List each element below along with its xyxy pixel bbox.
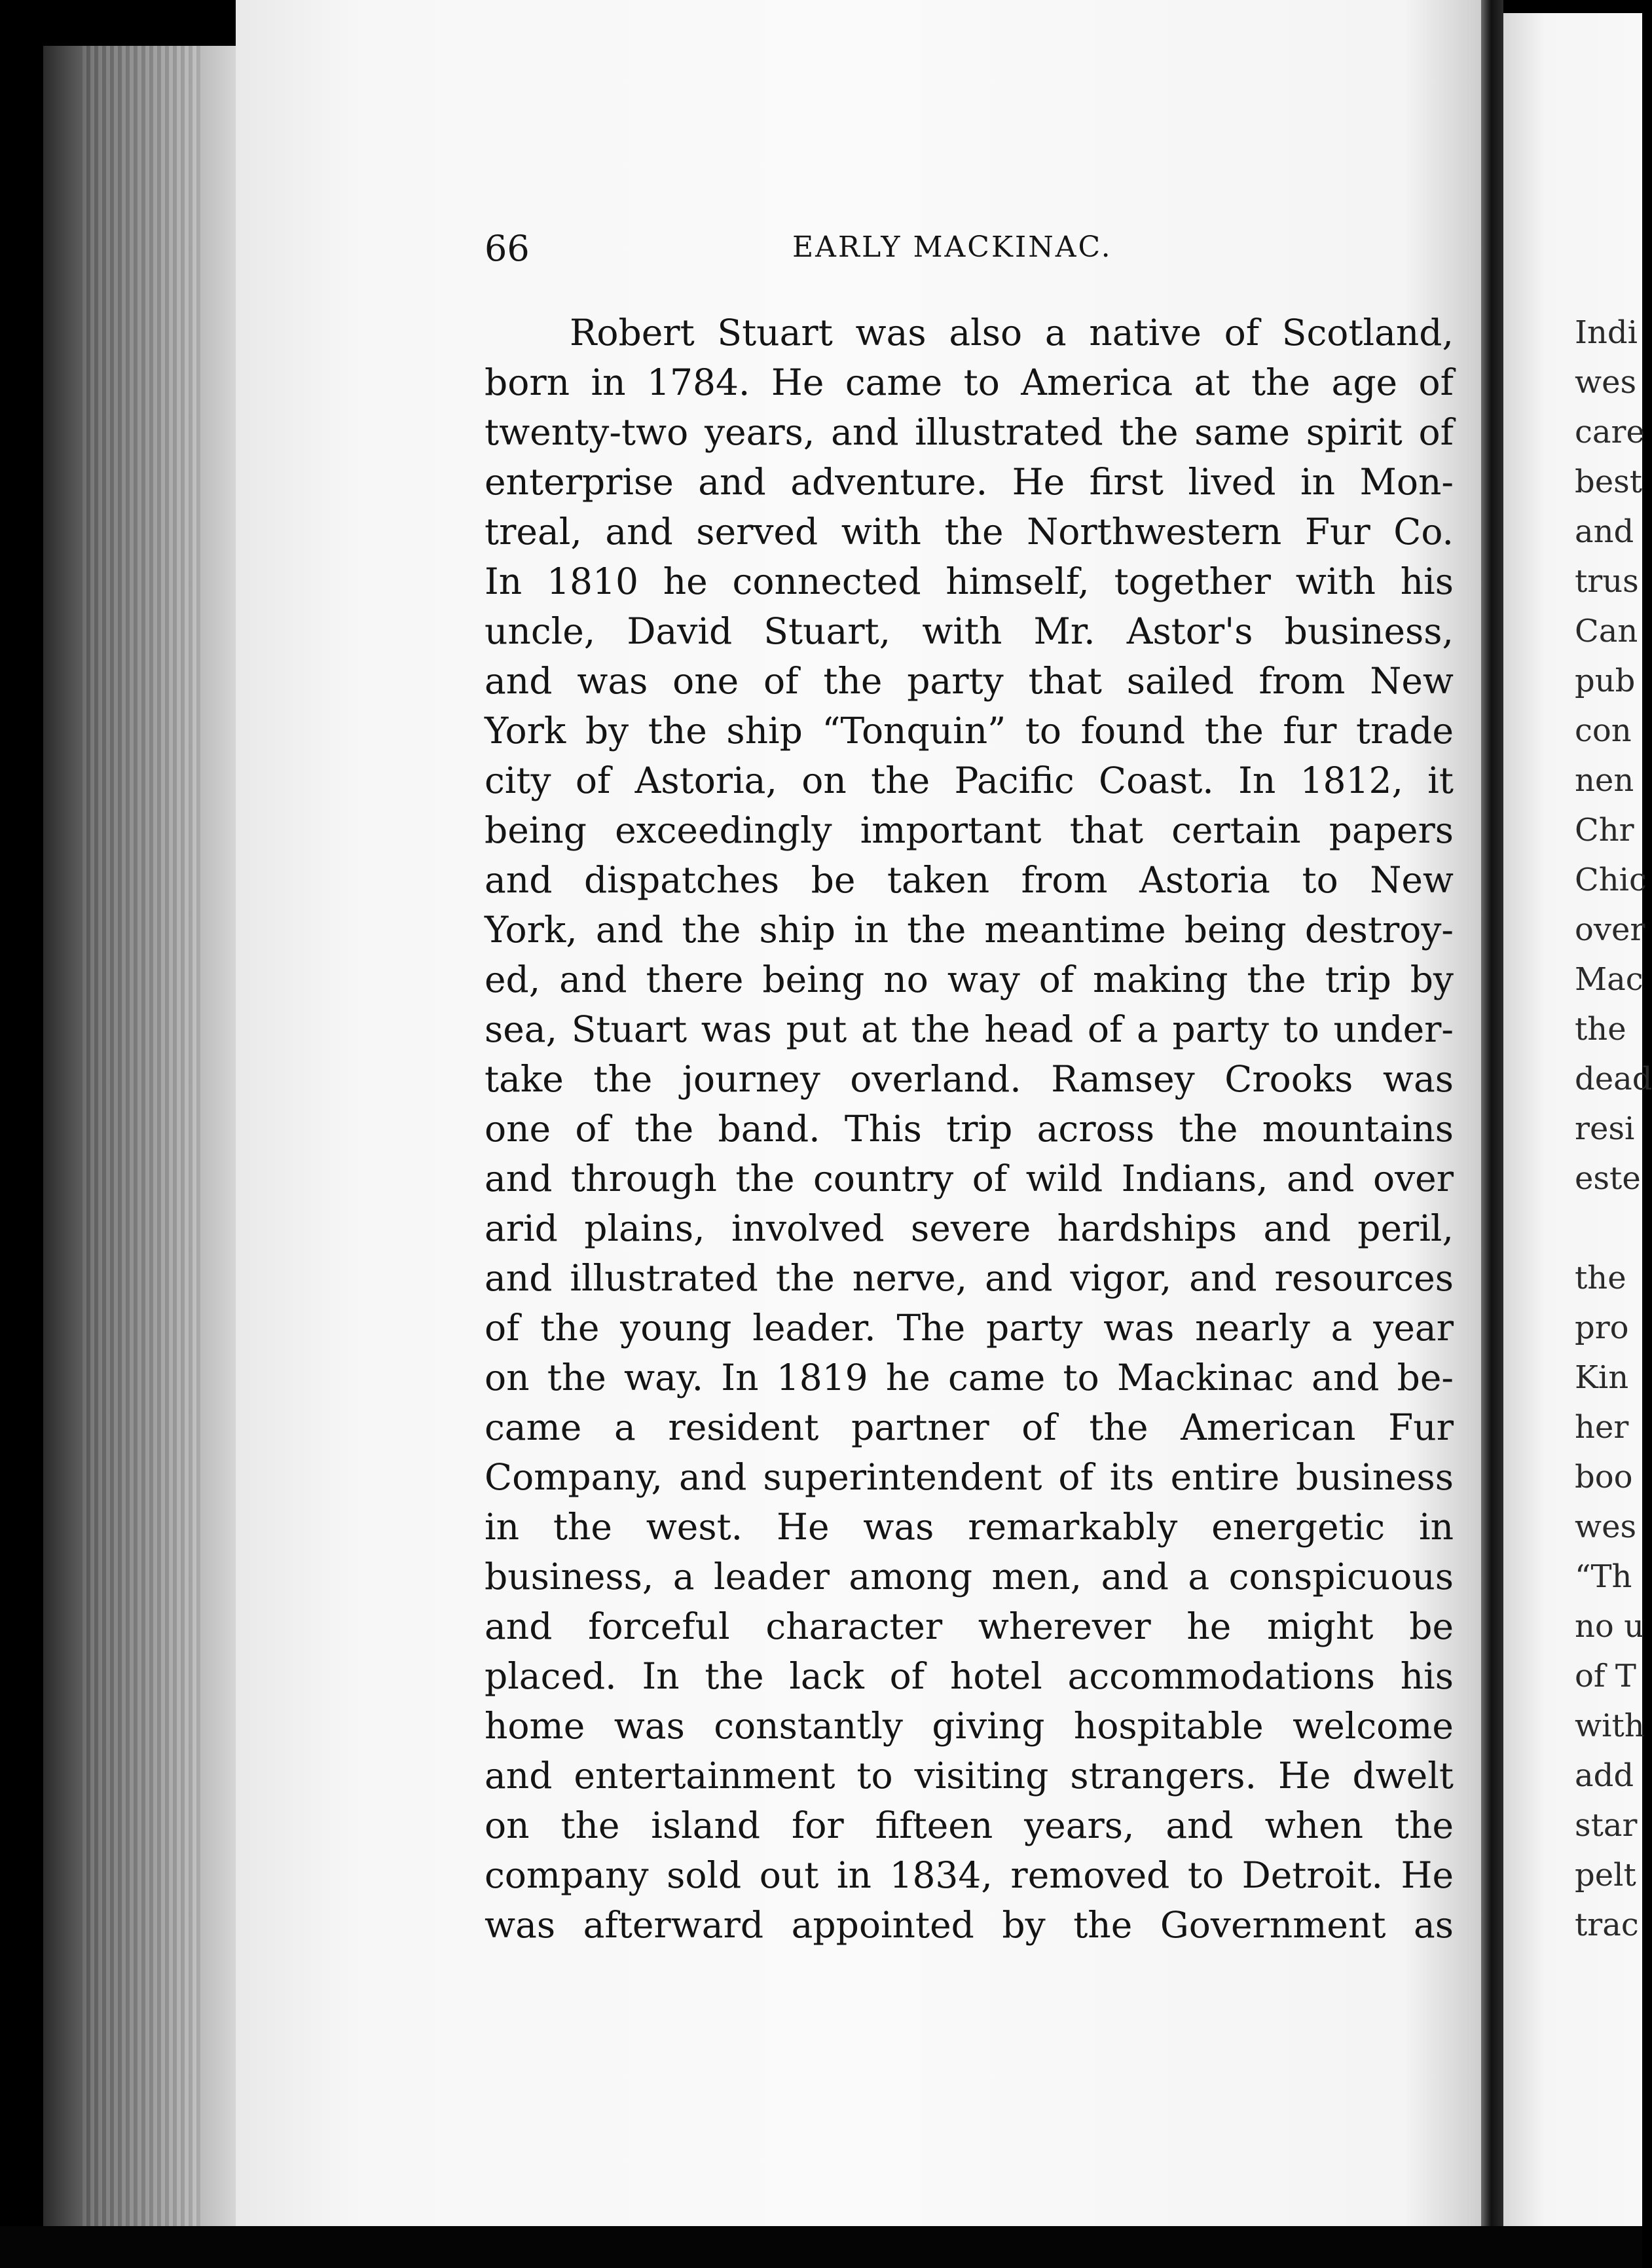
facing-page-line: of T <box>1575 1658 1636 1694</box>
body-text <box>485 308 1454 1950</box>
text-line: enterprise and adventure. He first lived in Mon- <box>485 461 1454 503</box>
text-line: twenty-two years, and illustrated the same spirit of <box>485 411 1454 453</box>
facing-page-line: trac <box>1575 1907 1639 1943</box>
text-line: came a resident partner of the American Fur <box>485 1406 1454 1448</box>
facing-page-line: wes <box>1575 364 1637 401</box>
text-line: one of the band. This trip across the mountains <box>485 1108 1454 1150</box>
facing-page-line: no u <box>1575 1608 1644 1645</box>
text-line: uncle, David Stuart, with Mr. Astor's business, <box>485 610 1454 652</box>
text-line: take the journey overland. Ramsey Crooks was <box>485 1058 1454 1100</box>
facing-page-line: her <box>1575 1409 1629 1446</box>
book-page-edges <box>43 46 240 2233</box>
facing-page-line: pro <box>1575 1309 1629 1346</box>
facing-page-line: Can <box>1575 613 1638 649</box>
scan-bottom-border <box>0 2226 1642 2268</box>
text-line: Robert Stuart was also a native of Scotland, <box>570 312 1454 354</box>
text-line: and forceful character wherever he might be <box>485 1605 1454 1647</box>
facing-page-line <box>1575 1203 1647 1253</box>
text-line: and illustrated the nerve, and vigor, and resources <box>485 1257 1454 1299</box>
text-line: placed. In the lack of hotel accommodations his <box>485 1655 1454 1697</box>
text-line: city of Astoria, on the Pacific Coast. In 1812, it <box>485 759 1454 801</box>
facing-page-line: este <box>1575 1160 1641 1197</box>
facing-page-line: resi <box>1575 1110 1635 1147</box>
facing-page-line: pub <box>1575 663 1636 699</box>
facing-page-line: Chic <box>1575 862 1647 898</box>
text-line: and entertainment to visiting strangers. He dwelt <box>485 1755 1454 1797</box>
facing-page-line: Mac <box>1575 961 1643 998</box>
text-line: ed, and there being no way of making the trip by <box>485 959 1454 1000</box>
facing-page-line: pelt <box>1575 1857 1636 1893</box>
facing-page-line: care <box>1575 414 1645 450</box>
text-line: on the island for fifteen years, and when the <box>485 1804 1454 1846</box>
text-line: business, a leader among men, and a conspicuous <box>485 1556 1454 1598</box>
text-line: was afterward appointed by the Government as <box>485 1904 1454 1946</box>
facing-page-line: boo <box>1575 1459 1633 1495</box>
facing-page-line: add <box>1575 1757 1634 1794</box>
text-line: being exceedingly important that certain papers <box>485 809 1454 851</box>
text-line: York by the ship “Tonquin” to found the fur trade <box>485 710 1454 752</box>
facing-page-line: “Th <box>1575 1558 1632 1595</box>
facing-page-line: dead <box>1575 1061 1652 1097</box>
text-line: of the young leader. The party was nearly a year <box>485 1307 1454 1349</box>
facing-page-line: with <box>1575 1708 1645 1744</box>
text-line: arid plains, involved severe hardships and peril, <box>485 1207 1454 1249</box>
text-line: born in 1784. He came to America at the age of <box>485 361 1454 403</box>
facing-page-line: trus <box>1575 563 1639 600</box>
facing-page-line: star <box>1575 1807 1638 1844</box>
text-line: treal, and served with the Northwestern Fur Co. <box>485 511 1454 553</box>
facing-page-line: wes <box>1575 1509 1637 1545</box>
text-line: company sold out in 1834, removed to Detroit. He <box>485 1854 1454 1896</box>
text-line: home was constantly giving hospitable welcome <box>485 1705 1454 1747</box>
text-line: Company, and superintendent of its entire business <box>485 1456 1454 1498</box>
page-number: 66 <box>485 228 530 269</box>
book-gutter <box>1481 0 1503 2268</box>
text-line: In 1810 he connected himself, together with his <box>485 560 1454 602</box>
text-line: in the west. He was remarkably energetic in <box>485 1506 1454 1548</box>
facing-page-line: and <box>1575 513 1634 550</box>
text-line: and dispatches be taken from Astoria to New <box>485 859 1454 901</box>
facing-page-line: Kin <box>1575 1359 1629 1396</box>
running-title: EARLY MACKINAC. <box>792 230 1112 264</box>
facing-page-line: con <box>1575 712 1632 749</box>
facing-page-line: nen <box>1575 762 1634 799</box>
facing-page-line: Chr <box>1575 812 1634 849</box>
text-line: York, and the ship in the meantime being destroy- <box>485 909 1454 951</box>
facing-page-line: the <box>1575 1011 1626 1048</box>
text-line: on the way. In 1819 he came to Mackinac and be- <box>485 1357 1454 1399</box>
page-header <box>485 221 1166 280</box>
facing-page-line: Indi <box>1575 314 1638 351</box>
facing-page-text <box>1575 308 1652 1950</box>
facing-page-line: over <box>1575 911 1645 948</box>
text-line: sea, Stuart was put at the head of a party to under- <box>485 1008 1454 1050</box>
text-line: and through the country of wild Indians, and over <box>485 1158 1454 1199</box>
facing-page-line: best <box>1575 464 1643 500</box>
facing-page-line: the <box>1575 1260 1626 1296</box>
text-line: and was one of the party that sailed from New <box>485 660 1454 702</box>
